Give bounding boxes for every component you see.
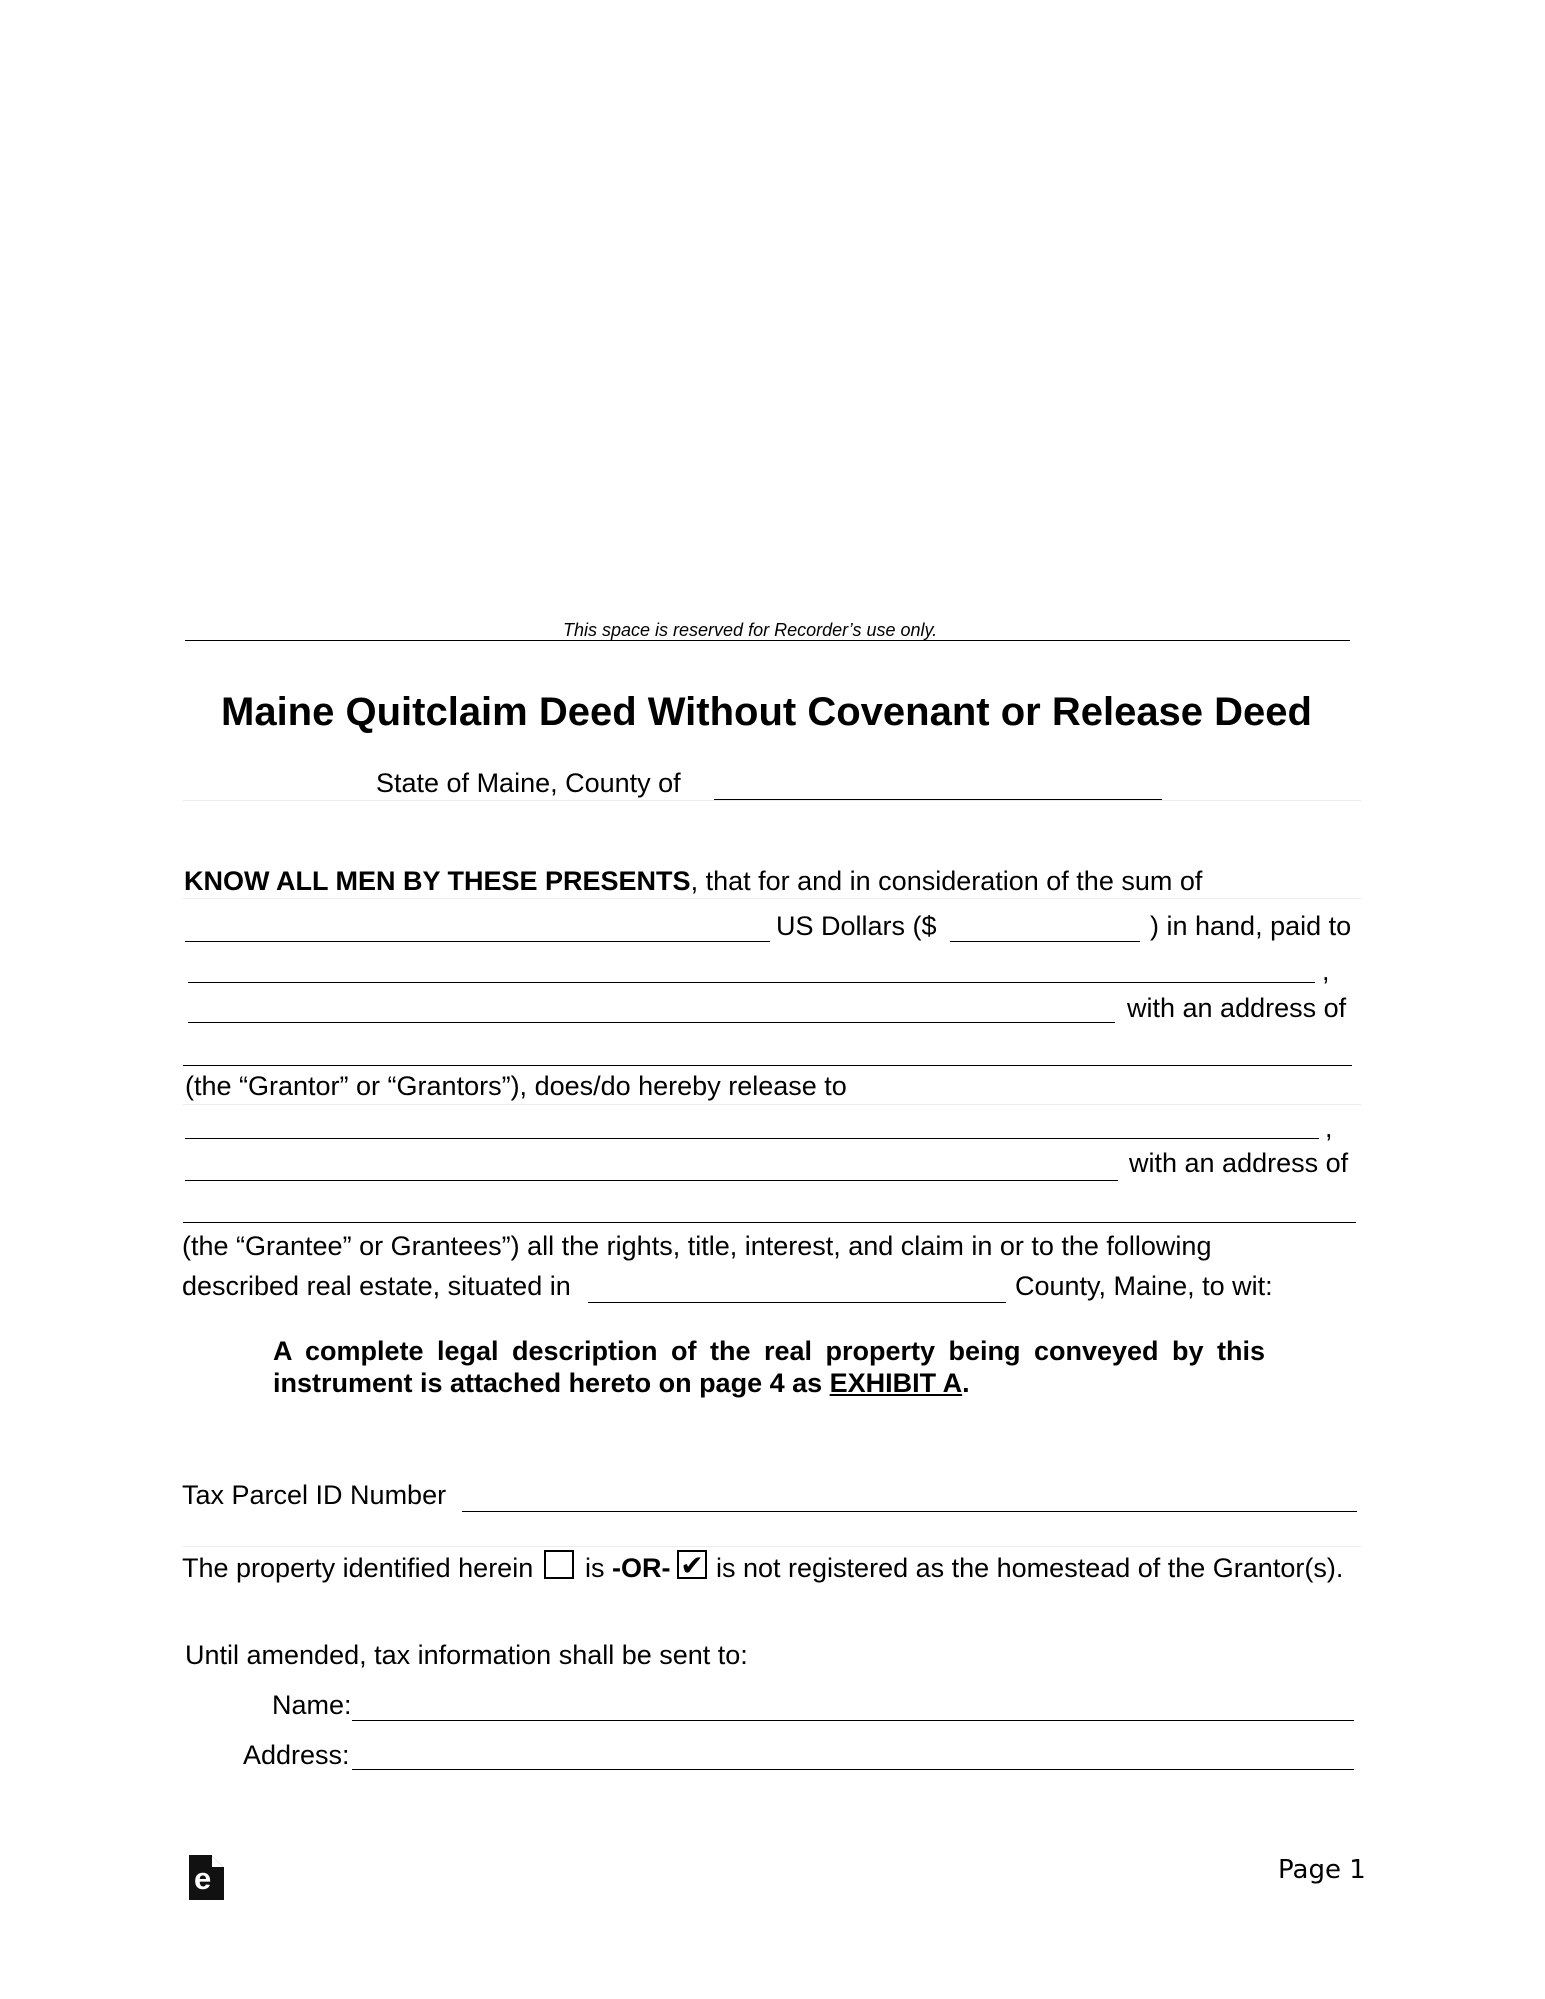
know-all-men-heading: KNOW ALL MEN BY THESE PRESENTS — [184, 866, 691, 896]
faint-rule — [183, 898, 1361, 899]
tax-info-heading: Until amended, tax information shall be sent to: — [185, 1640, 748, 1670]
situated-county-field[interactable] — [588, 1302, 1006, 1303]
grantee-rights-text: (the “Grantee” or Grantees”) all the rights, title, interest, and claim in or to the following — [182, 1231, 1212, 1261]
grantee-name-comma: , — [1325, 1113, 1333, 1143]
is-not-homestead-checkbox[interactable] — [677, 1549, 707, 1582]
paid-to-label: ) in hand, paid to — [1150, 911, 1352, 941]
tax-parcel-label: Tax Parcel ID Number — [182, 1480, 447, 1510]
legal-description-text: A complete legal description of the real property being conveyed by this instrument is attached hereto on page 4 as — [273, 1336, 1265, 1398]
amount-words-field[interactable] — [185, 941, 770, 942]
consideration-text: , that for and in consideration of the sum of — [690, 866, 1203, 896]
tax-parcel-field[interactable] — [462, 1511, 1357, 1512]
situated-in-label: described real estate, situated in — [182, 1271, 571, 1301]
grantor-name-field[interactable] — [188, 982, 1315, 983]
grantor-name-comma: , — [1322, 956, 1330, 986]
grantee-address-label: with an address of — [1129, 1148, 1349, 1178]
grantor-address-field[interactable] — [183, 1065, 1352, 1066]
eforms-logo-icon — [189, 1855, 224, 1900]
grantee-address-field[interactable] — [183, 1222, 1356, 1223]
grantor-name-field-2[interactable] — [188, 1022, 1115, 1023]
exhibit-a-link[interactable]: EXHIBIT A — [829, 1368, 963, 1398]
legal-description-end: . — [962, 1368, 970, 1398]
faint-rule — [183, 1546, 1361, 1547]
grantor-release-text: (the “Grantor” or “Grantors”), does/do hereby release to — [185, 1071, 847, 1101]
county-maine-label: County, Maine, to wit: — [1015, 1271, 1273, 1301]
faint-rule — [183, 800, 1361, 801]
homestead-prefix: The property identified herein — [182, 1553, 534, 1583]
tax-name-label: Name: — [272, 1690, 352, 1720]
is-homestead-checkbox[interactable] — [544, 1550, 574, 1579]
eforms-logo-letter: e — [194, 1861, 212, 1896]
homestead-suffix: is not registered as the homestead of the Grantor(s). — [716, 1553, 1344, 1583]
recorder-note: This space is reserved for Recorder’s use only. — [563, 620, 938, 640]
tax-address-field[interactable] — [352, 1769, 1354, 1770]
consideration-line — [184, 868, 1202, 895]
faint-rule — [183, 1104, 1361, 1105]
us-dollars-label: US Dollars ($ — [776, 911, 937, 941]
tax-name-field[interactable] — [352, 1720, 1354, 1721]
grantee-name-field-2[interactable] — [185, 1180, 1118, 1181]
amount-numeric-field[interactable] — [950, 941, 1140, 942]
homestead-or-label: -OR- — [612, 1553, 671, 1583]
legal-description-note — [273, 1335, 1265, 1399]
grantee-name-field[interactable] — [185, 1138, 1319, 1139]
page-number: Page 1 — [1278, 1855, 1366, 1885]
checkmark-icon: ✔ — [680, 1549, 704, 1582]
homestead-is-label: is — [585, 1553, 605, 1583]
grantor-address-label: with an address of — [1127, 993, 1347, 1023]
document-title: Maine Quitclaim Deed Without Covenant or Release Deed — [221, 690, 1312, 734]
state-county-label: State of Maine, County of — [376, 768, 681, 798]
tax-address-label: Address: — [243, 1740, 350, 1770]
